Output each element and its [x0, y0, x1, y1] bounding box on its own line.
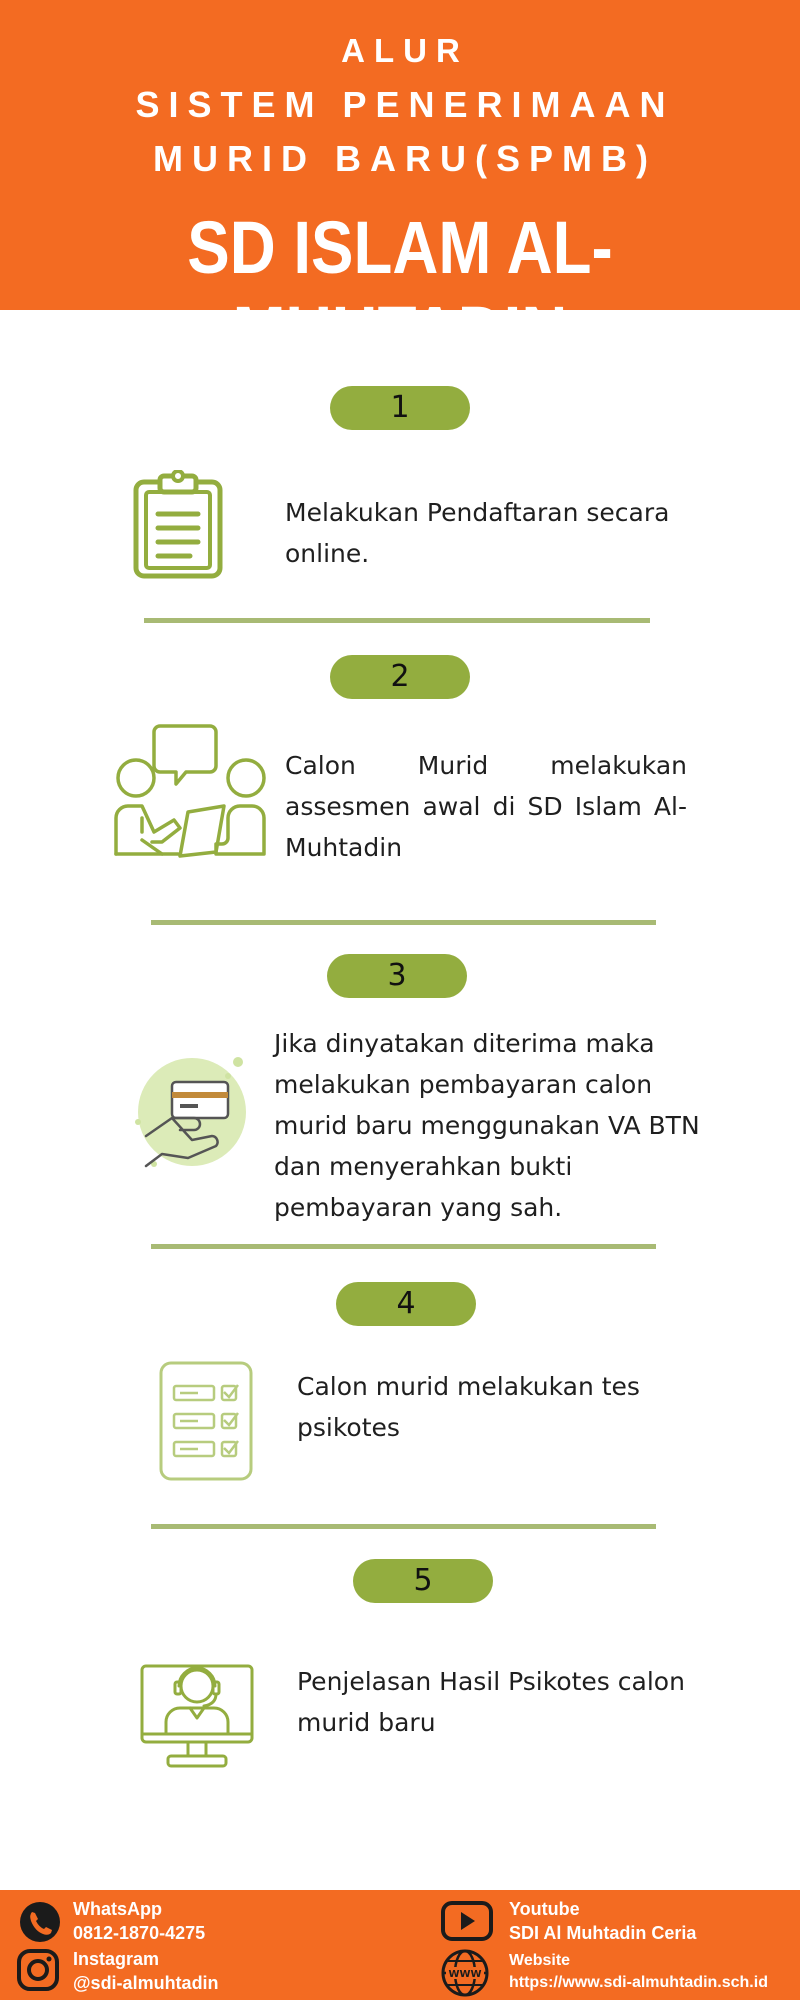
- whatsapp-label: WhatsApp: [73, 1899, 162, 1919]
- divider-4: [151, 1524, 656, 1529]
- checklist-icon: [158, 1360, 254, 1482]
- whatsapp-icon[interactable]: [18, 1900, 62, 1944]
- conversation-icon: [112, 722, 268, 858]
- clipboard-icon: [130, 470, 226, 580]
- website-url[interactable]: https://www.sdi-almuhtadin.sch.id: [509, 1974, 768, 1991]
- header-line-alur: ALUR: [341, 32, 469, 69]
- youtube-channel[interactable]: SDI Al Muhtadin Ceria: [509, 1923, 697, 1943]
- step-2-text: Calon Murid melakukan assesmen awal di SD Islam Al-Muhtadin: [285, 751, 687, 862]
- step-4-text: Calon murid melakukan tes psikotes: [297, 1372, 640, 1442]
- step-2-number: 2: [330, 655, 470, 699]
- step-1-number: 1: [330, 386, 470, 430]
- divider-3: [151, 1244, 656, 1249]
- whatsapp-number[interactable]: 0812-1870-4275: [73, 1923, 206, 1943]
- page-title: SD ISLAM AL-MUHTADIN: [187, 206, 613, 374]
- instagram-icon[interactable]: [16, 1948, 60, 1992]
- globe-icon[interactable]: [440, 1948, 490, 1998]
- header-line-sistem: SISTEM PENERIMAAN: [135, 84, 675, 125]
- website-label: Website: [509, 1952, 571, 1969]
- header-banner: [0, 0, 800, 374]
- instagram-handle[interactable]: @sdi-almuhtadin: [73, 1973, 219, 1993]
- step-5-number: 5: [353, 1559, 493, 1603]
- header-line-murid-baru: MURID BARU(SPMB): [153, 138, 657, 179]
- step-3-text: Jika dinyatakan diterima maka melakukan pembayaran calon murid baru menggunakan VA BTN dan menyerahkan bukti pembayaran yang sah.: [274, 1029, 700, 1222]
- online-consultation-icon: [138, 1652, 256, 1770]
- step-5-text: Penjelasan Hasil Psikotes calon murid baru: [297, 1667, 685, 1737]
- divider-2: [151, 920, 656, 925]
- footer-contact-bar: [0, 1890, 800, 2000]
- card-payment-icon: [130, 1050, 254, 1174]
- instagram-label: Instagram: [73, 1949, 160, 1969]
- svg-text:WWW: WWW: [448, 1969, 482, 1980]
- divider-1: [144, 618, 650, 623]
- step-3-number: 3: [327, 954, 467, 998]
- youtube-label: Youtube: [509, 1899, 580, 1919]
- step-1-text: Melakukan Pendaftaran secara online.: [285, 498, 670, 568]
- youtube-icon[interactable]: [440, 1900, 494, 1942]
- step-4-number: 4: [336, 1282, 476, 1326]
